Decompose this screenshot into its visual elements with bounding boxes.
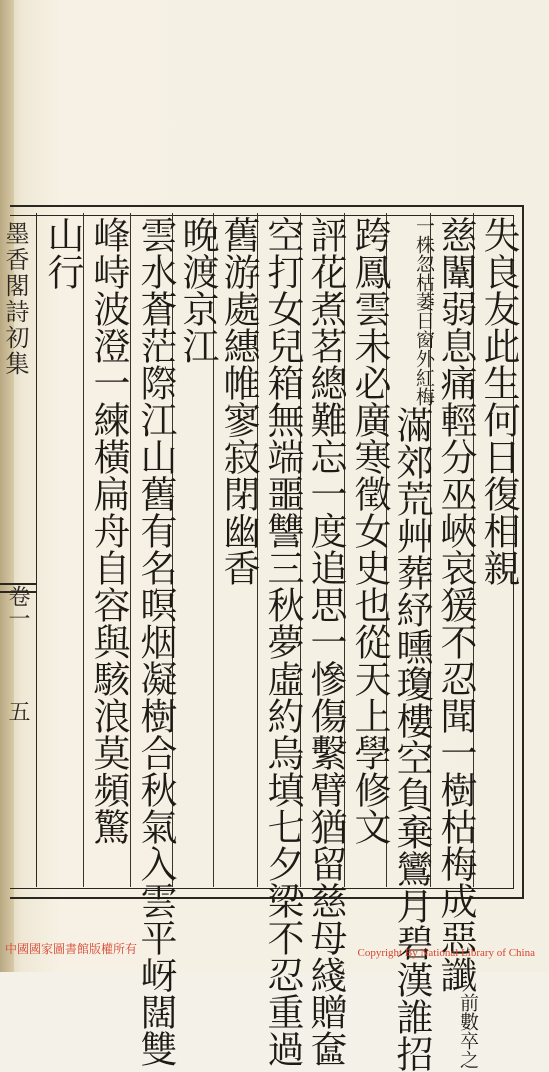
interlinear-note (413, 216, 435, 406)
poem-title-column (173, 216, 221, 886)
column-text: 滿郊荒艸葬紓曛瓊樓空負棄鸞月碧漢誰招 (390, 406, 433, 1072)
note-line-a: 卒之 (457, 1031, 479, 1069)
library-watermark-en: Copyright By National Library of China (357, 947, 535, 959)
column-text: 空打女兒箱無端噩讐三秋夢虛約烏填七夕梁不忍重過 (261, 216, 304, 1067)
column-text: 慈闈弱息痛輕分巫峽哀猨不忍聞一樹枯梅成惡讖 (434, 216, 477, 993)
column-text: 峰峙波澄一練橫扁舟自容與駭浪莫頻驚 (87, 216, 130, 845)
text-column-7 (214, 216, 262, 886)
column-text: 評花煮茗總難忘一度追思一慘傷繫臂猶留慈母綫贈奩 (304, 216, 347, 1067)
interlinear-note (457, 993, 479, 1069)
column-text: 跨鳳雲未必廣寒徵女史也從天上學修文 (348, 216, 391, 845)
library-watermark-cn: 中國國家圖書館版權所有 (5, 942, 138, 956)
column-text: 失良友此生何日復相親 (477, 216, 520, 586)
text-column-4 (345, 216, 393, 886)
text-column-3 (387, 216, 435, 1072)
note-line-a: 日窗外紅梅 (413, 311, 435, 406)
banxin-title: 墨香閣詩初集 (1, 221, 29, 377)
poem-title-column (38, 216, 86, 886)
note-line-b: 一株忽枯萎 (413, 216, 435, 311)
poem-title: 晚渡京江 (176, 216, 219, 364)
text-column-10 (84, 216, 132, 886)
column-text: 舊游處繐帷寥寂閉幽香 (217, 216, 260, 586)
text-column-2 (431, 216, 479, 1069)
text-column-9 (131, 216, 179, 1067)
text-column-1 (474, 216, 522, 886)
note-line-b: 前數 (457, 993, 479, 1031)
banxin-center-strip (0, 213, 37, 887)
text-column-6 (258, 216, 306, 1067)
text-column-5 (301, 216, 349, 1067)
banxin-leaf-number: 五 (5, 700, 30, 722)
banxin-juan: 卷一 (5, 585, 30, 629)
column-text: 雲水蒼茫際江山舊有名暝烟凝樹合秋氣入雲平岈闊雙 (134, 216, 177, 1067)
poem-title: 山行 (41, 216, 84, 290)
